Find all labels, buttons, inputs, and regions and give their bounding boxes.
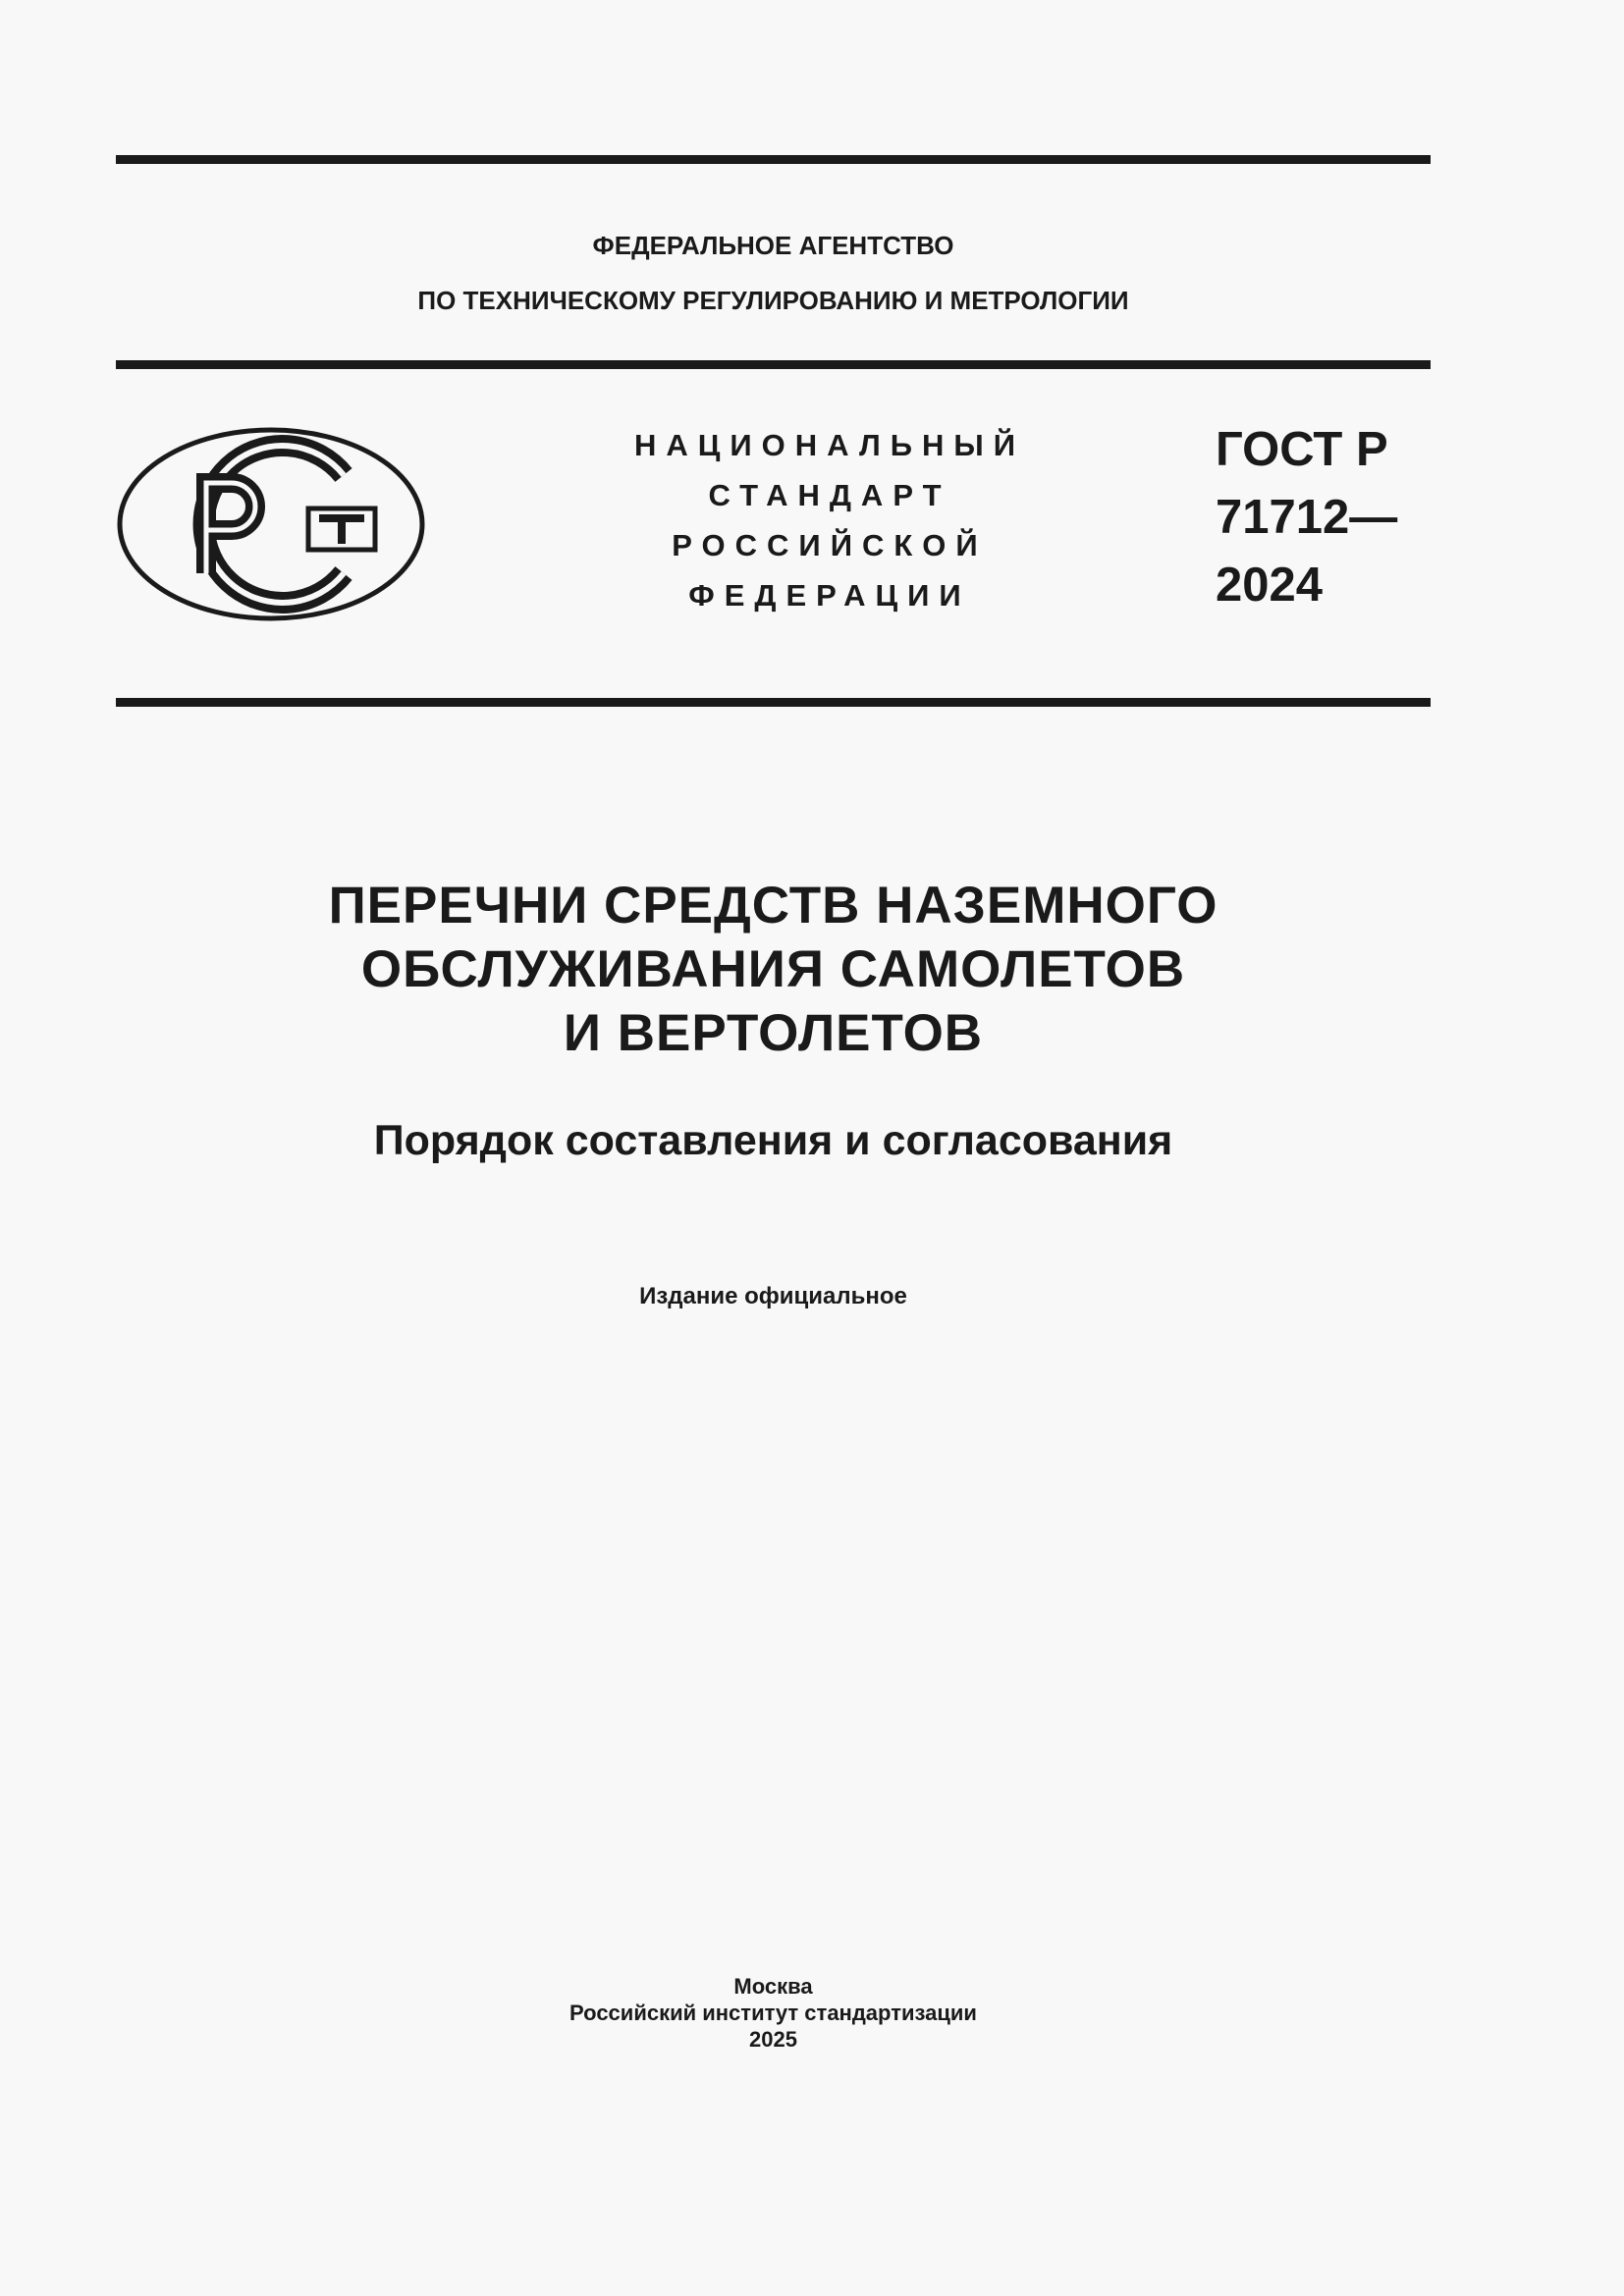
standard-type-line-2: СТАНДАРТ — [708, 478, 951, 512]
standard-designation — [1216, 416, 1397, 619]
standard-type-line-4: ФЕДЕРАЦИИ — [688, 578, 971, 613]
standard-type — [589, 420, 1070, 620]
imprint-city: Москва — [733, 1974, 813, 1999]
agency-line-1: ФЕДЕРАЛЬНОЕ АГЕНТСТВО — [592, 231, 954, 260]
designation-line-3: 2024 — [1216, 559, 1324, 612]
title-line-2: ОБСЛУЖИВАНИЯ САМОЛЕТОВ — [360, 940, 1186, 998]
agency-name — [116, 218, 1431, 328]
title-line-1: ПЕРЕЧНИ СРЕДСТВ НАЗЕМНОГО — [328, 877, 1218, 934]
standard-type-line-1: НАЦИОНАЛЬНЫЙ — [633, 428, 1026, 462]
designation-line-2: 71712— — [1216, 491, 1398, 544]
designation-line-1: ГОСТ Р — [1216, 423, 1388, 476]
title-line-3: И ВЕРТОЛЕТОВ — [563, 1004, 984, 1062]
standard-type-line-3: РОССИЙСКОЙ — [672, 528, 988, 562]
imprint-year: 2025 — [749, 2027, 797, 2052]
top-rule — [116, 155, 1431, 164]
rst-logo-icon — [116, 426, 426, 622]
imprint — [116, 1973, 1431, 2053]
standard-bottom-rule — [116, 698, 1431, 707]
agency-line-2: ПО ТЕХНИЧЕСКОМУ РЕГУЛИРОВАНИЮ И МЕТРОЛОГИИ — [417, 286, 1129, 315]
edition-note: Издание официальное — [639, 1283, 907, 1309]
imprint-publisher: Российский институт стандартизации — [569, 2001, 977, 2025]
agency-bottom-rule — [116, 360, 1431, 369]
document-subtitle: Порядок составления и согласования — [373, 1117, 1173, 1164]
document-title — [116, 874, 1431, 1065]
